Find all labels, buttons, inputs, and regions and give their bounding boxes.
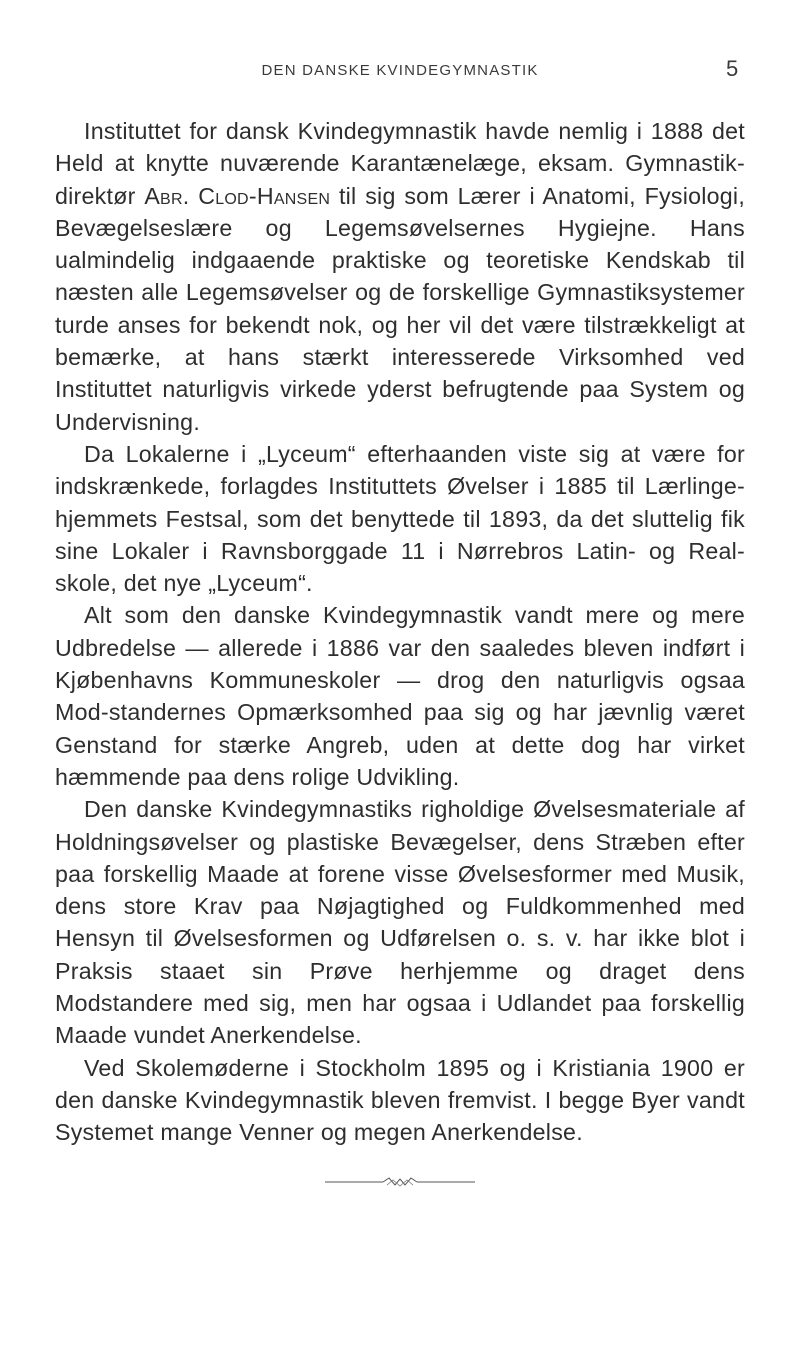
page-number: 5 <box>726 56 739 81</box>
tailpiece-ornament-icon <box>325 1176 475 1188</box>
person-name: Abr. Clod-Hansen <box>144 182 331 209</box>
paragraph-5: Ved Skolemøderne i Stockholm 1895 og i Kristiania 1900 er den danske Kvindegymnastik bleven fremvist. I begge Byer vandt Systemet mange Venner og megen Anerkendelse. <box>55 1054 745 1146</box>
paragraph-2: Da Lokalerne i „Lyceum“ efterhaanden viste sig at være for indskrænkede, forlagdes Instituttets Øvelser i 1885 til Lærlinge-hjemmets Festsal, som det benyttede til 1893, da det sluttelig fik sine Lokaler i Ravnsborggade 11 i Nørrebros Latin- og Real-skole, det nye „Lyceum“. <box>55 440 745 597</box>
running-head: DEN DANSKE KVINDEGYMNASTIK <box>261 62 539 79</box>
paragraph-1 <box>55 115 745 438</box>
paragraph-4: Den danske Kvindegymnastiks righoldige Øvelsesmateriale af Holdningsøvelser og plastiske Bevægelser, dens Stræben efter paa forskellig Maade at forene visse Øvelsesformer med Musik, dens store Krav paa Nøjagtighed og Fuldkommenhed med Hensyn til Øvelsesformen og Udførelsen o. s. v. har ikke blot i Praksis staaet sin Prøve herhjemme og draget dens Modstandere med sig, men har ogsaa i Udlandet paa forskellig Maade vundet Anerkendelse. <box>55 796 745 1049</box>
paragraph-3: Alt som den danske Kvindegymnastik vandt mere og mere Udbredelse — allerede i 1886 var den saaledes bleven indført i Kjøbenhavns Kommuneskoler — drog den naturligvis ogsaa Mod-standernes Opmærksomhed paa sig og har jævnlig været Genstand for stærke Angreb, uden at dette dog har virket hæmmende paa dens rolige Udvikling. <box>55 602 745 790</box>
body-text <box>55 115 745 1149</box>
paragraph-1-text-a: Instituttet for dansk Kvindegymnastik havde nemlig i 1888 det Held at knytte nuværende Karantænelæge, eksam. Gymnastik-direktør <box>55 118 745 209</box>
paragraph-1-text-b: til sig som Lærer i Anatomi, Fysiologi, Bevægelseslære og Legemsøvelsernes Hygiejne. Hans ualmindelig indgaaende praktiske og teoretiske Kendskab til næsten alle Legemsøvelser og de forskellige Gymnastiksystemer turde anses for bekendt nok, og her vil det være tilstrækkeligt at bemærke, at hans stærkt interesserede Virksomhed ved Instituttet naturligvis virkede yderst befrugtende paa System og Undervisning. <box>55 182 746 435</box>
